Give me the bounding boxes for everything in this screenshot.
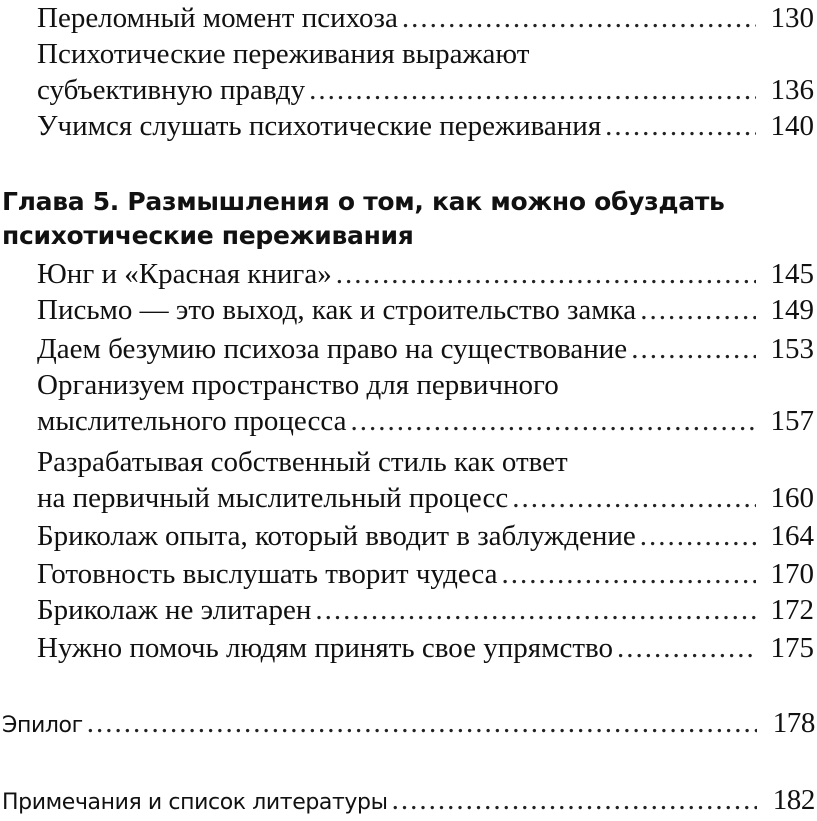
toc-entry-title-cont: мыслительного процесса [37, 405, 347, 437]
dot-leader [640, 292, 756, 328]
toc-entry-page: 164 [770, 520, 814, 552]
toc-entry-title: Эпилог [2, 713, 83, 738]
toc-entry-title: Юнг и «Красная книга» [37, 258, 332, 290]
toc-entry-page: 157 [770, 405, 814, 437]
chapter-title-line2: психотические переживания [2, 221, 414, 250]
toc-entry-title: Учимся слушать психотические переживания [37, 110, 602, 142]
toc-entry-title: Даем безумию психоза право на существование [37, 333, 628, 365]
toc-entry-title: Нужно помочь людям принять свое упрямство [37, 632, 613, 664]
toc-entry-title-cont: на первичный мыслительный процесс [37, 482, 509, 514]
toc-entry-title: Примечания и список литературы [2, 790, 388, 815]
dot-leader [502, 556, 756, 592]
dot-leader [605, 108, 756, 144]
toc-entry-page: 145 [770, 258, 814, 290]
toc-entry[interactable] [37, 36, 815, 108]
toc-entry[interactable] [37, 630, 815, 666]
dot-leader [87, 705, 757, 741]
toc-entry-page: 178 [772, 707, 815, 739]
chapter-heading[interactable] [2, 185, 782, 253]
toc-entry-title: Психотические переживания выражают [37, 38, 530, 70]
toc-entry-page: 182 [772, 784, 815, 816]
toc-entry-title: Письмо — это выход, как и строительство замка [37, 294, 637, 326]
dot-leader [617, 630, 756, 666]
toc-entry-page: 130 [770, 2, 814, 34]
toc-entry-page: 170 [770, 558, 814, 590]
dot-leader [392, 782, 757, 818]
dot-leader [640, 518, 756, 554]
toc-entry-page: 172 [770, 594, 814, 626]
toc-entry[interactable] [37, 592, 815, 628]
toc-entry[interactable] [37, 331, 815, 367]
toc-entry[interactable] [37, 444, 815, 516]
toc-entry-title: Переломный момент психоза [37, 2, 398, 34]
dot-leader [309, 72, 756, 108]
toc-entry-epilogue[interactable] [2, 705, 815, 744]
toc-entry-title: Готовность выслушать творит чудеса [37, 558, 498, 590]
dot-leader [336, 256, 756, 292]
toc-entry[interactable] [37, 108, 815, 144]
toc-entry[interactable] [37, 556, 815, 592]
toc-entry-page: 140 [770, 110, 814, 142]
dot-leader [631, 331, 756, 367]
dot-leader [315, 592, 756, 628]
toc-entry-title: Разрабатывая собственный стиль как ответ [37, 446, 568, 478]
chapter-title-line1: Глава 5. Размышления о том, как можно обуздать [2, 187, 725, 216]
toc-entry-title-cont: субъективную правду [37, 74, 306, 106]
toc-entry-page: 136 [770, 74, 814, 106]
toc-entry-notes[interactable] [2, 782, 815, 821]
dot-leader [402, 0, 756, 36]
toc-entry[interactable] [37, 0, 815, 36]
toc-entry-title: Бриколаж не элитарен [37, 594, 312, 626]
toc-entry-title: Бриколаж опыта, который вводит в заблуждение [37, 520, 636, 552]
toc-entry-page: 153 [770, 333, 814, 365]
toc-entry[interactable] [37, 292, 815, 328]
toc-entry[interactable] [37, 367, 815, 439]
toc-entry-page: 175 [770, 632, 814, 664]
dot-leader [512, 480, 756, 516]
toc-entry-page: 160 [770, 482, 814, 514]
toc-entry[interactable] [37, 256, 815, 292]
toc-entry[interactable] [37, 518, 815, 554]
dot-leader [350, 403, 756, 439]
toc-entry-page: 149 [770, 294, 814, 326]
toc-entry-title: Организуем пространство для первичного [37, 369, 559, 401]
